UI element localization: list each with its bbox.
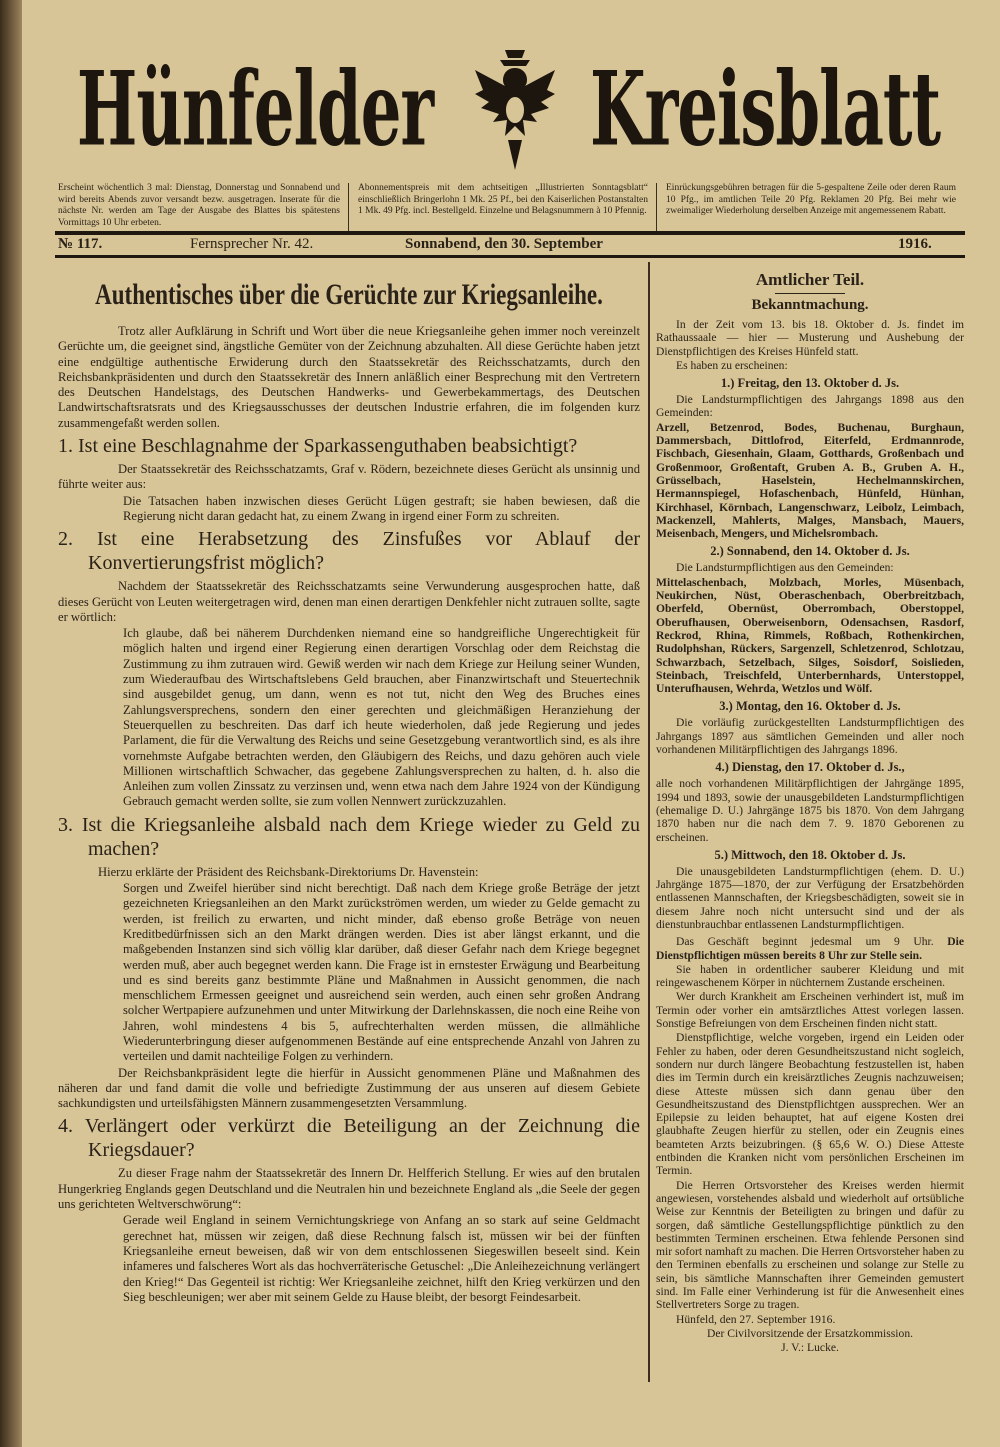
day-heading: 3.) Montag, den 16. Oktober d. Js. <box>719 699 901 714</box>
article-kriegsanleihe <box>58 278 640 1306</box>
section-lead: Der Staatssekretär des Reichsschatzamts, Graf v. Rödern, bezeichnete dieses Gerücht als unsinnig und führte weiter aus: <box>58 462 640 492</box>
day-text: Die Landsturmpflichtigen aus den Gemeinden: <box>676 561 894 575</box>
section-quote: Sorgen und Zweifel hierüber sind nicht berechtigt. Daß nach dem Kriege große Beträge der jetzt gezeichneten Kriegsanleihen an den Markt zurückströmen werden, um wieder zu Gelde gemacht zu werden, ist freilich zu erwarten, und nicht minder, daß ebenso große Beträge von neuen Kreditbedürfnissen sich an den Markt drängen werden. Dies ist aber längst erkannt, und die maßgebenden Instanzen sind sich völlig klar darüber, daß dieser Gefahr nach dem Kriege begegnet werden muß, aber auch begegnet werden kann. Die Frage ist in ernstester Erwägung und Bearbeitung und es sind bereits ganz bestimmte Pläne und Maßnahmen in Aussicht genommen, die nach menschlichem Ermessen geeignet und ausreichend sein werden, auch einen sehr großen Andrang solcher Wertpapiere aufzunehmen und unter Mitwirkung der Darlehnskassen, die noch eine Reihe von Jahren, wohl mindestens 4 bis 5, aufrechterhalten werden müssen, die allmähliche Wiederunterbringung dieser aufgenommenen Bestände auf eine entsprechende Anzahl von Jahren zu verteilen und damit nachteilige Folgen zu verhindern. <box>123 881 640 1064</box>
divider <box>348 183 349 231</box>
signature: J. V.: Lucke. <box>781 1341 839 1355</box>
issue-date: Sonnabend, den 30. September <box>405 236 603 252</box>
masthead-title-right: Kreisblatt <box>589 50 941 170</box>
day-text: Die Landsturmpflichtigen des Jahrgangs 1898 aus den Gemeinden: <box>656 393 964 420</box>
masthead-title-left: Hünfelder <box>76 50 434 170</box>
notice-appear: Es haben zu erscheinen: <box>676 358 788 372</box>
divider <box>775 293 845 294</box>
section-lead: Nachdem der Staatssekretär des Reichsschatzamts seine Verwunderung ausgesprochen hatte, daß dieses Gerücht von Leuten weitergetragen wird, denen man einen derartigen Denkfehler nicht zutrauen sollte, sagte er wörtlich: <box>58 579 640 624</box>
day-heading: 2.) Sonnabend, den 14. Oktober d. Js. <box>710 544 910 559</box>
day-text: alle noch vorhandenen Militärpflichtigen der Jahrgänge 1895, 1994 und 1893, sowie der unausgebildeten Landsturmpflichtigen (ehemalige D. U.) Jahrgänge 1875 bis 1870. Von dem Jahrgang 1870 haben nur die nach dem 7. 9. 1870 Geborenen zu erscheinen. <box>656 777 964 844</box>
day-places: Mittelaschenbach, Molzbach, Morles, Müsenbach, Neukirchen, Nüst, Oberaschenbach, Oberbreitzbach, Oberfeld, Obernüst, Oberrombach, Oberstoppel, Oberufhausen, Oberweisenborn, Odensachsen, Rasdorf, Reckrod, Rhina, Rimmels, Roßbach, Rothenkirchen, Rudolphshan, Rückers, Sargenzell, Schletzenrod, Schlotzau, Schwarzbach, Setzelbach, Silges, Soisdorf, Soislieden, Steinbach, Treischfeld, Unterbernhards, Unterstoppel, Unterufhausen, Wehrda, Wetzlos und Wölf. <box>656 575 964 696</box>
section-question: 2. Ist eine Herabsetzung des Zinsfußes vor Ablauf der Konvertierungsfrist möglich? <box>58 528 640 575</box>
section-lead: Hierzu erklärte der Präsident des Reichsbank-Direktoriums Dr. Havenstein: <box>98 864 479 879</box>
signer-title: Der Civilvorsitzende der Ersatzkommission. <box>706 1326 914 1340</box>
section-title: Amtlicher Teil. <box>755 270 865 289</box>
notice-intro: In der Zeit vom 13. bis 18. Oktober d. Js. findet im Rathaussaale — hier — Musterung und Aushebung der Dienstpflichtigen des Kreises Hünfeld statt. <box>656 318 964 358</box>
divider <box>55 255 965 258</box>
notice-title: Bekanntmachung. <box>751 297 869 313</box>
section-quote: Gerade weil England in seinem Vernichtungskriege von Anfang an so stark auf seine Geldmacht gerechnet hat, müssen wir zeigen, daß diese Rechnung falsch ist, müssen wir bei der fünften Kriegsanleihe erneut beweisen, daß wir von dem entschlossenen Siegeswillen beseelt sind. Kein infameres und falscheres Wort als das hochverräterische Getuschel: „Die Anleihezeichnung verlängert den Krieg!“ Das Gegenteil ist richtig: Wer Kriegsanleihe zeichnet, hilft den Krieg verkürzen und den Sieg beschleunigen; wer aber mit seinem Gelde zu Hause bleibt, der besorgt Feindesarbeit. <box>123 1213 640 1304</box>
begin-time: Das Geschäft beginnt jedesmal um 9 Uhr. <box>676 935 934 949</box>
place-date: Hünfeld, den 27. September 1916. <box>676 1312 836 1326</box>
imperial-eagle-icon <box>470 40 560 180</box>
section-quote: Ich glaube, daß bei näherem Durchdenken niemand eine so handgreifliche Ungerechtigkeit für möglich halten und irgend einer Regierung einen derartigen Vorschlag oder dem Reichstag die Zustimmung zu ihm zutrauen wird. Gewiß werden wir nach dem Kriege zur Heilung seiner Wunden, zum Wiederaufbau des Wirtschaftslebens Geld brauchen, aber Finanzwirtschaft und Steuertechnik sind ausgebildet genug, um dann, wenn es not tut, nicht den Weg des Bruches eines Zahlungsversprechens, sondern den einer gerechten und gleichmäßigen Heranziehung der Steuerquellen zu beschreiten. Das darf ich heute wiederholen, daß jede Regierung und jedes Parlament, die für die Verwaltung des Reichs und seine Gesetzgebung verantwortlich sind, es als ihre vornehmste Aufgabe betrachten werden, den Gläubigern des Reichs, und dazu gehören auch viele Millionen wirtschaftlich Schwacher, das gegebene Zahlungsversprechen zu halten, d. h. also die Anleihen zum vollen Zinssatz zu verzinsen und, wenn etwa nach dem Jahre 1924 von der Kündigung Gebrauch gemacht werden sollte, sie zum vollen Nennwert zurückzuzahlen. <box>123 626 640 809</box>
notice-paragraph: Sie haben in ordentlicher sauberer Kleidung und mit reingewaschenem Körper in nüchternem Zustande erscheinen. <box>656 962 964 990</box>
section-lead: Zu dieser Frage nahm der Staatssekretär des Innern Dr. Helfferich Stellung. Er wies auf den brutalen Hungerkrieg Englands gegen Deutschland und die Neutralen hin und bezeichnete England als „die Seele der gegen uns gerichteten Weltverschwörung“: <box>58 1166 640 1212</box>
notice-paragraph: Dienstpflichtige, welche vorgeben, irgend ein Leiden oder Fehler zu haben, oder deren Gesundheitszustand nicht sogleich, sondern nur durch längere Beobachtung festzustellen ist, haben dies im Termin durch ein kreisärztliches Zeugnis nachzuweisen; diese Atteste müssen sich dann genau über den Gesundheitszustand des Dienstpflichtgen aussprechen. Wer an Epilepsie zu leiden behauptet, hat auf eigene Kosten drei glaubhafte Zeugen hierfür zu stellen, oder ein Zeugnis eines beamteten Arzts beizubringen. (§ 65,6 W. O.) Diese Atteste entbinden die Kranken nicht vom persönlichen Erscheinen im Termin. <box>656 1031 964 1178</box>
publication-info: Erscheint wöchentlich 3 mal: Dienstag, Donnerstag und Sonnabend und wird bereits Abends zuvor versandt bezw. ausgetragen. Inserate für die nächste Nr. werden am Tage der Ausgabe des Blattes bis spätestens Vormittags 10 Uhr erbeten. <box>58 183 340 228</box>
issue-year: 1916. <box>898 236 932 252</box>
section-question: 1. Ist eine Beschlagnahme der Sparkassenguthaben beabsichtigt? <box>58 435 578 458</box>
begin-requirement: Die Dienstpflichtigen müssen bereits 8 Uhr zur Stelle sein. <box>656 935 964 962</box>
advertising-fees-info: Einrückungsgebühren betragen für die 5-gespaltene Zeile oder deren Raum 10 Pfg., im amtlichen Teile 20 Pfg. Reklamen 20 Pfg. Bei mehr wie zweimaliger Wiederholung derselben Anzeige mit angemessenem Rabatt. <box>666 183 956 216</box>
divider <box>656 183 657 231</box>
official-notice <box>656 270 964 1355</box>
day-text: Die vorläufig zurückgestellten Landsturmpflichtigen des Jahrgangs 1897 aus sämtlichen Gemeinden und aller noch vorhandenen Militärpflichtigen des Jahrgangs 1896. <box>656 716 964 757</box>
article-intro: Trotz aller Aufklärung in Schrift und Wort über die neue Kriegsanleihe gehen immer noch vereinzelt Gerüchte um, die geeignet sind, ängstliche Gemüter von der Zeichnung abzuhalten. All diese Gerüchte haben jetzt eine endgültige authentische Erwiderung durch den Staatssekretär des Reichsschatzamts, durch den Reichsbankpräsidenten und durch den Staatssekretär des Innern anläßlich einer Besprechung mit den Vertretern des Deutschen Handelstags, des Deutschen Handwerks- und Gewerbekammertags, des Deutschen Landwirtschaftsratsrats und des Kriegsausschusses der deutschen Industrie erfahren, die im folgenden kurz zusammengefaßt werden sollen. <box>58 324 640 430</box>
article-headline: Authentisches über die Gerüchte zur Kriegsanleihe. <box>95 278 603 311</box>
section-quote: Die Tatsachen haben inzwischen dieses Gerücht Lügen gestraft; sie haben bewiesen, daß die Regierung nicht daran gedacht hat, zu einem Zwang in irgend einer Form zu schreiten. <box>123 493 640 523</box>
day-heading: 5.) Mittwoch, den 18. Oktober d. Js. <box>714 847 906 862</box>
section-after: Der Reichsbankpräsident legte die hierfür in Aussicht genommenen Pläne und Maßnahmen des näheren dar und fand damit die volle und befriedigte Zustimmung der aus unseren auf diesem Gebiete sachkundigsten und urteilsfähigsten Männern zusammengesetzten Versammlung. <box>58 1065 640 1111</box>
divider <box>55 231 965 235</box>
masthead <box>55 40 965 180</box>
day-heading: 1.) Freitag, den 13. Oktober d. Js. <box>720 376 900 391</box>
day-places: Arzell, Betzenrod, Bodes, Buchenau, Burghaun, Dammersbach, Dittlofrod, Eiterfeld, Erdmannrode, Fischbach, Giesenhain, Glaam, Gotthards, Großenbach und Großenmoor, Großentaft, Gruben A. B., Gruben A. H., Grüsselbach, Haselstein, Hechelmannskirchen, Hermannspiegel, Hofaschenbach, Hünfeld, Hünhan, Kirchhasel, Körnbach, Langenschwarz, Leibolz, Leimbach, Mackenzell, Mahlerts, Malges, Mansbach, Mauers, Meisenbach, Mengers, und Michelsrombach. <box>656 420 964 541</box>
section-question: 3. Ist die Kriegsanleihe alsbald nach dem Kriege wieder zu Geld zu machen? <box>58 813 640 860</box>
day-text: Die unausgebildeten Landsturmpflichtigen (ehem. D. U.) Jahrgänge 1875—1870, der zur Verfügung der Ersatzbehörden entlassenen Mannschaften, der Kriegsbeschädigten, soweit sie in diesem Jahre noch nicht untersucht sind und der als dienstunbrauchbar entlassenen Landsturmpflichtigen. <box>656 864 964 931</box>
phone-number: Fernsprecher Nr. 42. <box>190 236 314 252</box>
subscription-info: Abonnementspreis mit dem achtseitigen „Illustrierten Sonntagsblatt“ einschließlich Bringerlohn 1 Mk. 25 Pf., bei den Kaiserlichen Postanstalten 1 Mk. 49 Pfg. incl. Bestellgeld. Einzelne und Belagsnummern à 10 Pfennig. <box>358 183 648 216</box>
day-heading: 4.) Dienstag, den 17. Oktober d. Js., <box>715 760 905 775</box>
notice-paragraph: Die Herren Ortsvorsteher des Kreises werden hiermit angewiesen, vorstehendes alsbald und wiederholt auf ortsübliche Weise zur Kenntnis der Beteiligten zu bringen und dafür zu sorgen, daß sämtliche Gestellungspflichtige pünktlich zu den bestimmten Terminen erscheinen. Etwa fehlende Personen sind mir sofort namhaft zu machen. Die Herren Ortsvorsteher haben zu den Terminen ebenfalls zu erscheinen und solange zur Stelle zu sein, bis sämtliche Mannschaften ihrer Gemeinden gemustert sind. Im Falle einer Verhinderung ist für die Anwesenheit eines Stellvertreters Sorge zu tragen. <box>656 1178 964 1312</box>
notice-paragraph: Wer durch Krankheit am Erscheinen verhindert ist, muß im Termin oder vorher ein amtsärztliches Attest vorlegen lassen. Sonstige Befreiungen von dem Erscheinen finden nicht statt. <box>656 990 964 1031</box>
issue-number: № 117. <box>58 236 103 252</box>
section-question: 4. Verlängert oder verkürzt die Beteiligung an der Zeichnung die Kriegsdauer? <box>58 1115 640 1162</box>
column-divider <box>648 262 650 1382</box>
